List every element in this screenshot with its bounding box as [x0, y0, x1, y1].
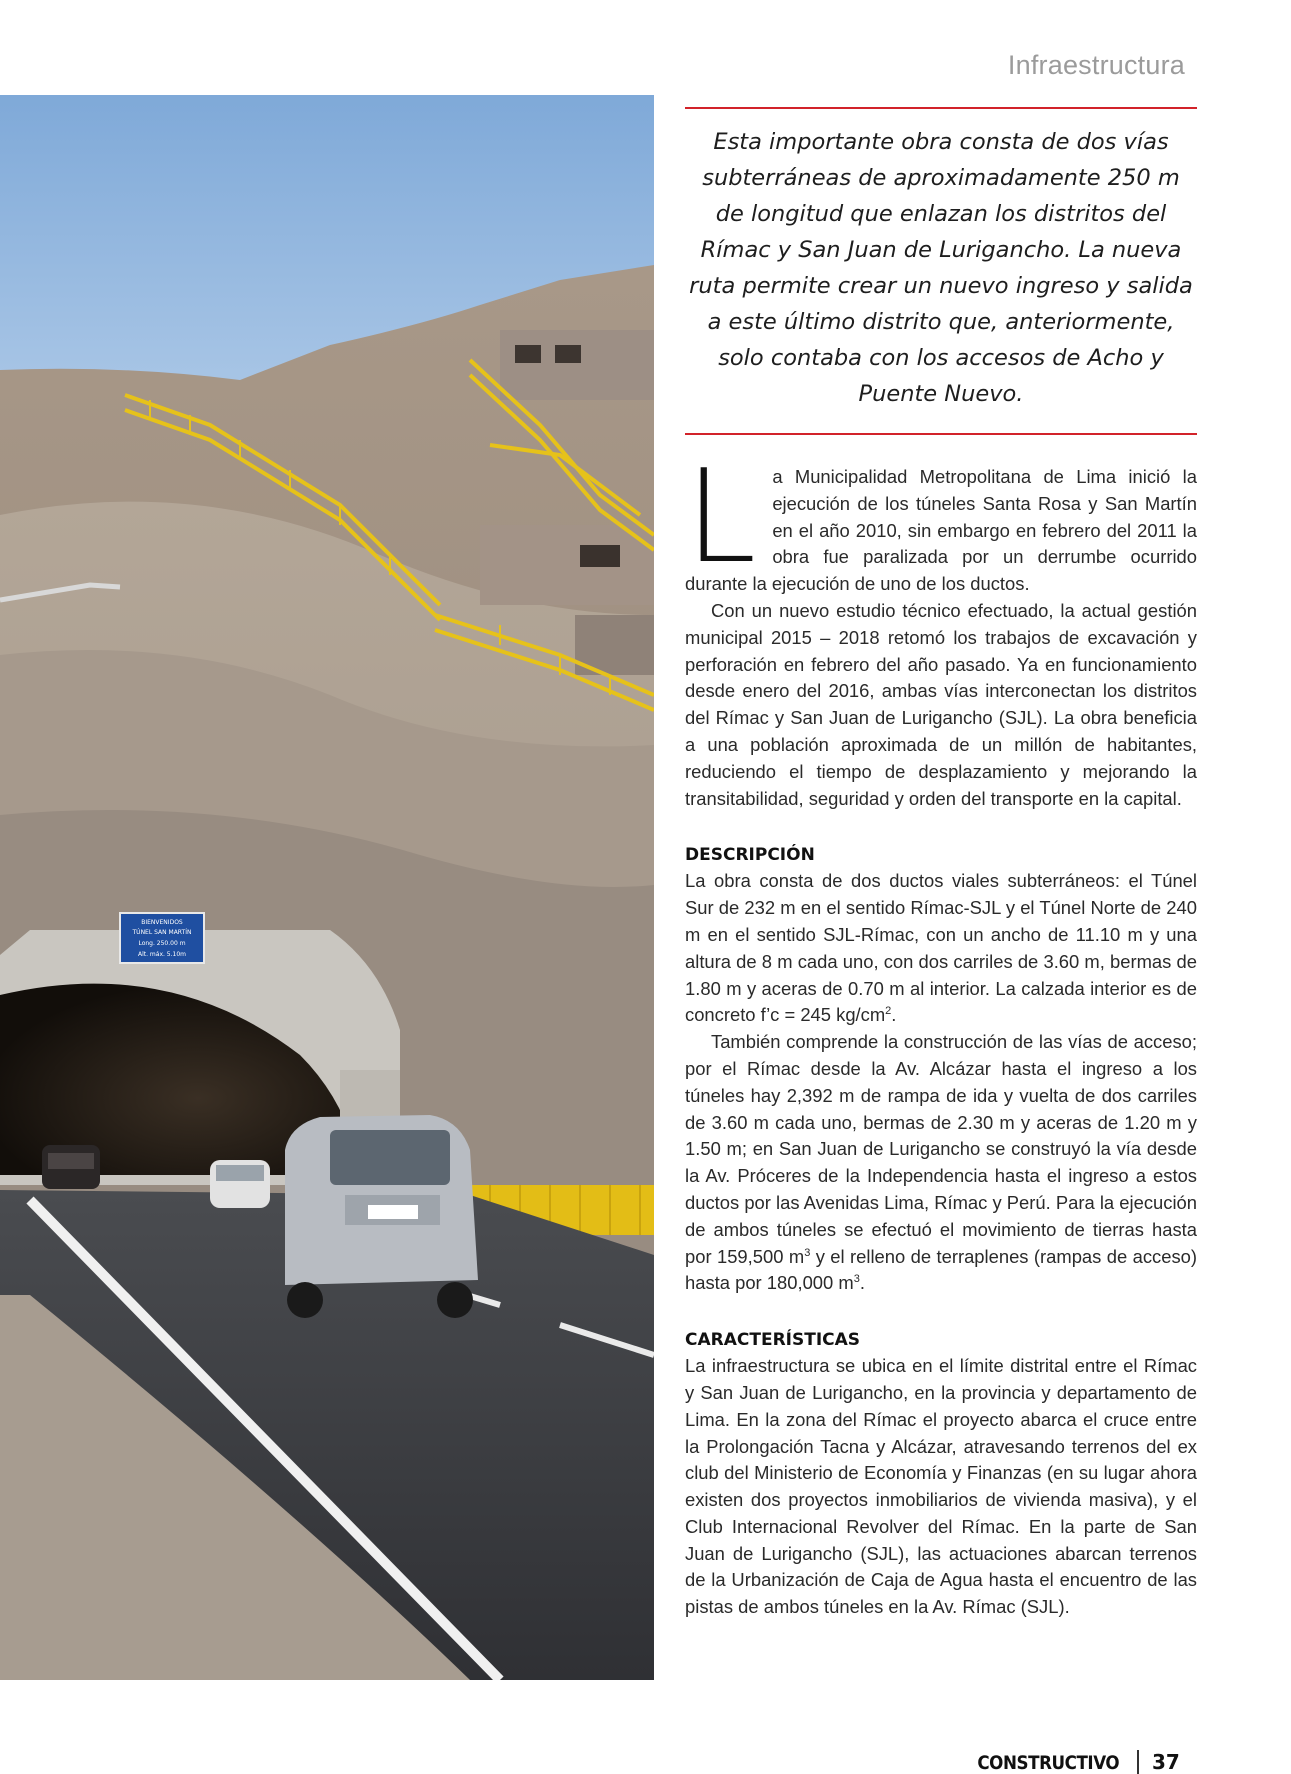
pull-quote: Esta importante obra consta de dos vías subterráneas de aproximadamente 250 m de longitud que enlazan los distritos del Rímac y San Juan de Lurigancho. La nueva ruta permite crear un nuevo ingreso y salida a este último distrito que, anteriormente, solo contaba con los accesos de Acho y Puente Nuevo.	[689, 129, 1193, 407]
bottom-red-rule	[685, 433, 1197, 435]
paragraph-intro: La Municipalidad Metropolitana de Lima inició la ejecución de los túneles Santa Rosa y San Martín en el año 2010, sin embargo en febrero del 2011 la obra fue paralizada por un derrumbe ocurrido durante la ejecución de uno de los ductos.	[685, 443, 1197, 595]
svg-text:BIENVENIDOS: BIENVENIDOS	[141, 919, 183, 926]
paragraph-4: También comprende la construcción de las vías de acceso; por el Rímac desde la Av. Alcázar hasta el ingreso a los túneles hay 2,392 m de rampa de ida y vuelta de dos carriles de 3.60 m cada uno, bermas de 2.30 m y aceras de 1.20 m y 1.50 m; en San Juan de Lurigancho se construyó la vía desde la Av. Próceres de la Independencia hasta el ingreso a estos ductos por las Avenidas Lima, Rímac y Perú. Para la ejecución de ambos túneles se efectuó el movimiento de tierras hasta por 159,500 $m^3$ y el relleno de terraplenes (rampas de acceso) hasta por 180,000 $m^3$.	[685, 1031, 1197, 1294]
paragraph-5: La infraestructura se ubica en el límite distrital entre el Rímac y San Juan de Lurigancho, en la provincia y departamento de Lima. En la zona del Rímac el proyecto abarca el cruce entre la Prolongación Tacna y Alcázar, atravesando terrenos del ex club del Ministerio de Economía y Finanzas (en su lugar ahora existen dos proyectos inmobiliarios de vivienda masiva), y el Club Internacional Revolver del Rímac. En la parte de San Juan de Lurigancho (SJL), las actuaciones abarcan terrenos de la Urbanización de Caja de Agua hasta el encuentro de las pistas de ambos túneles en la Av. Rímac (SJL).	[685, 1355, 1197, 1618]
drop-cap: L	[685, 443, 757, 592]
heading-descripcion: DESCRIPCIÓN	[685, 845, 815, 866]
tunnel-photo	[0, 95, 654, 1680]
footer-divider	[1137, 1750, 1139, 1774]
page-number: 37	[1152, 1750, 1180, 1774]
paragraph-3: La obra consta de dos ductos viales subterráneos: el Túnel Sur de 232 m en el sentido Rímac-SJL y el Túnel Norte de 240 m en el sentido SJL-Rímac, con un ancho de 11.10 m y una altura de 8 m cada uno, con dos carriles de 3.60 m, bermas de 1.80 m y aceras de 0.70 m al interior. La calzada interior es de concreto f’c = 245 $kg/cm^2$.	[685, 870, 1197, 1026]
magazine-brand: CONSTRUCTIVO	[977, 1752, 1119, 1774]
article-body	[685, 443, 1197, 1621]
svg-text:Long. 250.00 m: Long. 250.00 m	[138, 940, 186, 947]
paragraph-2: Con un nuevo estudio técnico efectuado, la actual gestión municipal 2015 – 2018 retomó los trabajos de excavación y perforación en febrero del año pasado. Ya en funcionamiento desde enero del 2016, ambas vías interconectan los distritos del Rímac y San Juan de Lurigancho (SJL). La obra beneficia a una población aproximada de un millón de habitantes, reduciendo el tiempo de desplazamiento y mejorando la transitabilidad, seguridad y orden del transporte en la capital.	[685, 599, 1197, 809]
top-red-rule	[685, 107, 1197, 109]
section-label: Infraestructura	[1007, 50, 1185, 80]
svg-text:TÚNEL SAN MARTÍN: TÚNEL SAN MARTÍN	[132, 929, 192, 936]
heading-caracteristicas: CARACTERÍSTICAS	[685, 1330, 861, 1351]
svg-text:Alt. máx. 5.10m: Alt. máx. 5.10m	[137, 951, 187, 958]
